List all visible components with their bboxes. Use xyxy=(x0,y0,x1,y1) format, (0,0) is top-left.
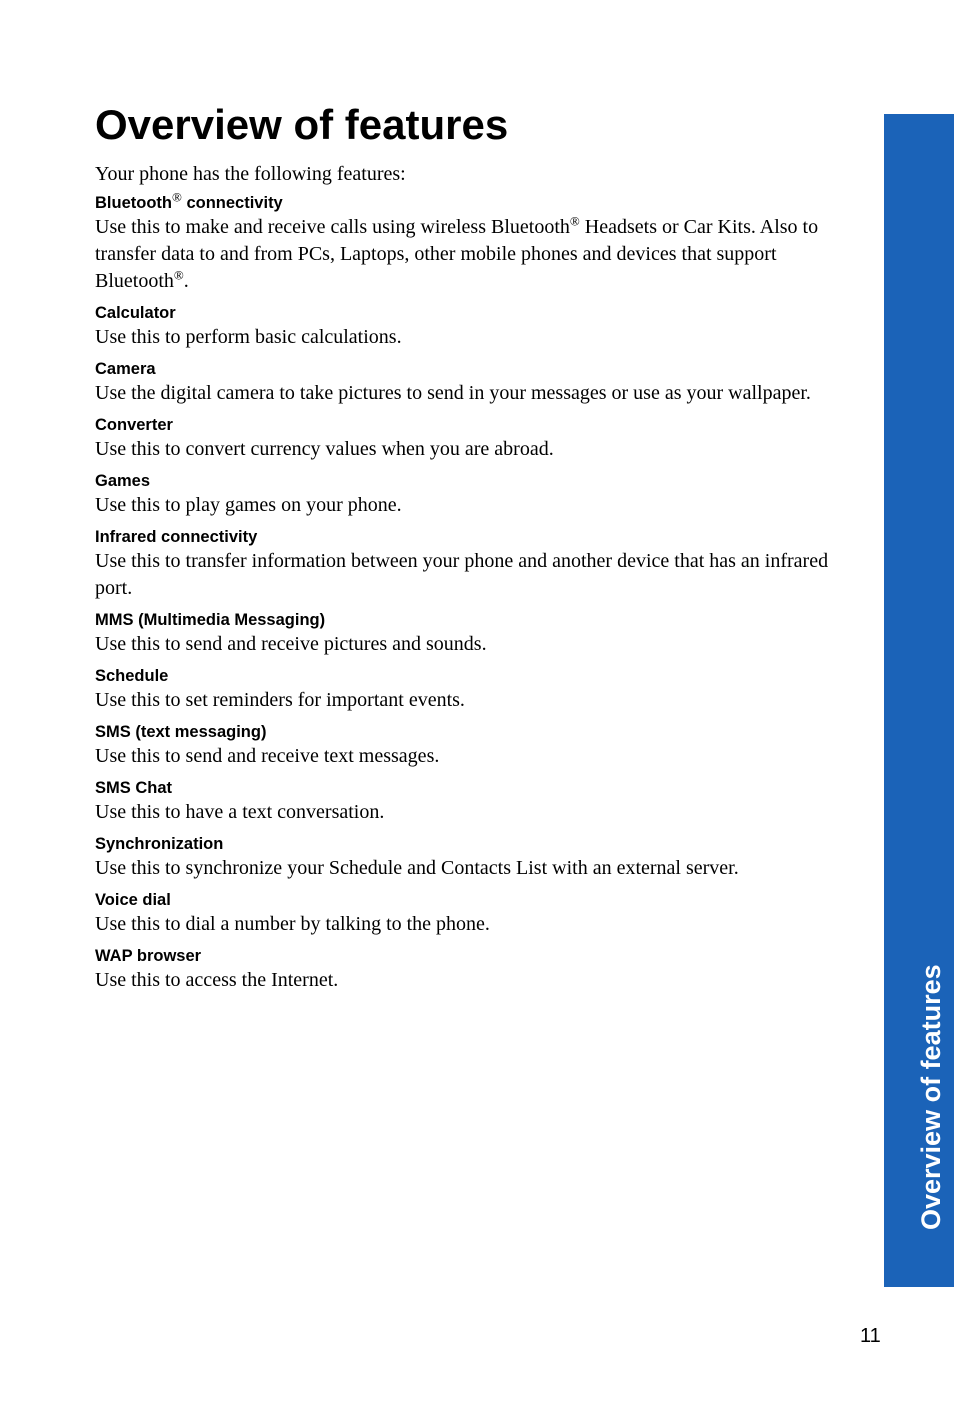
feature-schedule xyxy=(95,665,855,714)
feature-sms-chat xyxy=(95,777,855,826)
feature-name: Infrared connectivity xyxy=(95,528,258,546)
feature-description: Use this to play games on your phone. xyxy=(95,494,402,516)
feature-description: Use this to perform basic calculations. xyxy=(95,326,402,348)
feature-name: SMS Chat xyxy=(95,779,173,797)
registered-mark: ® xyxy=(171,189,182,205)
feature-name: SMS (text messaging) xyxy=(95,723,267,741)
feature-synchronization xyxy=(95,833,855,882)
feature-description-part: Headsets or Car Kits. Also to transfer data to and from PCs, Laptops, other mobile phones and devices that support Bluetooth xyxy=(95,216,819,292)
feature-name: MMS (Multimedia Messaging) xyxy=(95,611,326,629)
feature-description xyxy=(95,214,855,295)
feature-description: Use this to convert currency values when you are abroad. xyxy=(95,438,554,460)
feature-description-part: . xyxy=(183,270,189,292)
feature-description: Use this to send and receive text messages. xyxy=(95,745,440,767)
feature-name: Converter xyxy=(95,416,173,434)
feature-name: Games xyxy=(95,472,151,490)
feature-camera xyxy=(95,358,855,407)
feature-bluetooth xyxy=(95,189,855,295)
chapter-side-tab xyxy=(884,114,954,1287)
feature-games xyxy=(95,470,855,519)
feature-converter xyxy=(95,414,855,463)
feature-description: Use this to dial a number by talking to the phone. xyxy=(95,913,490,935)
feature-name: Calculator xyxy=(95,304,176,322)
feature-name-part: Bluetooth xyxy=(95,194,172,212)
feature-description: Use this to set reminders for important events. xyxy=(95,689,465,711)
feature-description: Use the digital camera to take pictures to send in your messages or use as your wallpaper. xyxy=(95,382,811,404)
registered-mark: ® xyxy=(173,267,184,283)
feature-name: Synchronization xyxy=(95,835,224,853)
feature-name: Camera xyxy=(95,360,156,378)
feature-voice-dial xyxy=(95,889,855,938)
feature-description-part: Use this to make and receive calls using wireless Bluetooth xyxy=(95,216,570,238)
page-content xyxy=(95,96,855,1001)
feature-wap-browser xyxy=(95,945,855,994)
feature-name: Schedule xyxy=(95,667,169,685)
chapter-side-tab-label: Overview of features xyxy=(916,964,946,1230)
intro-text: Your phone has the following features: xyxy=(95,163,406,185)
page-number: 11 xyxy=(860,1325,881,1347)
feature-description: Use this to access the Internet. xyxy=(95,969,339,991)
feature-description: Use this to synchronize your Schedule and Contacts List with an external server. xyxy=(95,857,739,879)
feature-infrared xyxy=(95,526,855,602)
feature-description: Use this to send and receive pictures and sounds. xyxy=(95,633,487,655)
feature-description: Use this to transfer information between your phone and another device that has an infrared port. xyxy=(95,550,829,599)
feature-description: Use this to have a text conversation. xyxy=(95,801,385,823)
feature-mms xyxy=(95,609,855,658)
feature-name: WAP browser xyxy=(95,947,202,965)
page-title: Overview of features xyxy=(95,101,509,148)
feature-name: Voice dial xyxy=(95,891,171,909)
feature-sms xyxy=(95,721,855,770)
registered-mark: ® xyxy=(569,213,580,229)
feature-name xyxy=(95,189,855,214)
feature-name-part: connectivity xyxy=(181,194,283,212)
feature-calculator xyxy=(95,302,855,351)
